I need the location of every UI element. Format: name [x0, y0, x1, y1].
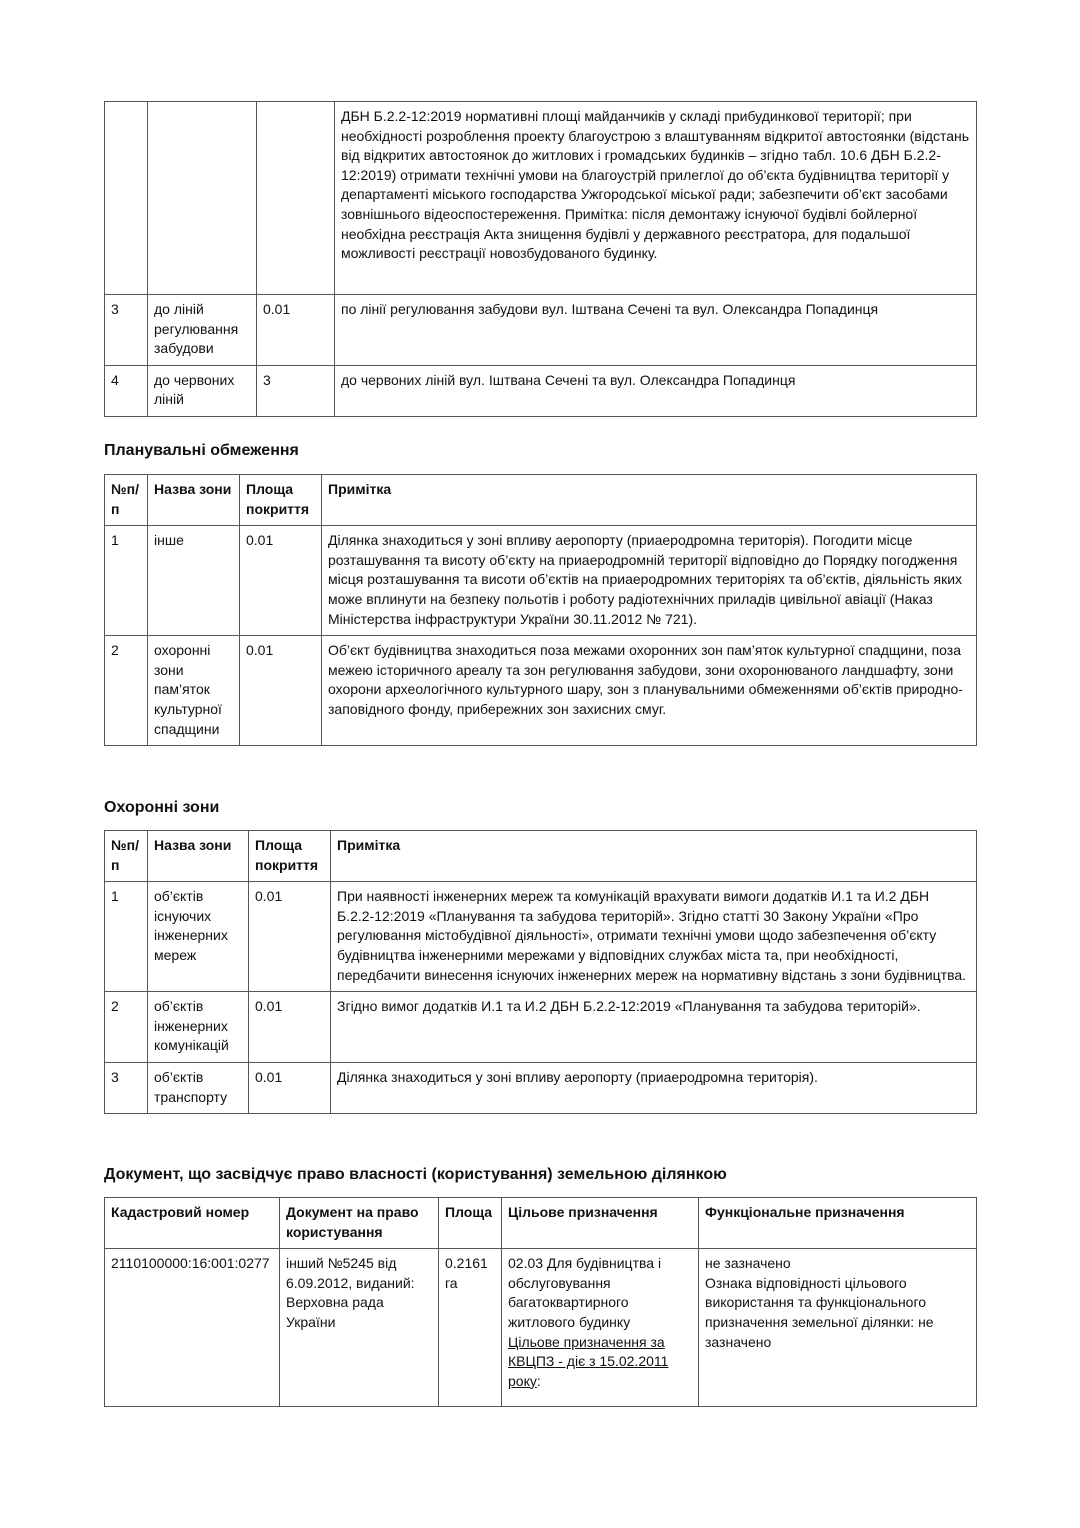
- row-name: до ліній регулювання забудови: [148, 295, 257, 366]
- col-header-number: №п/п: [105, 831, 148, 882]
- table-row: [105, 1249, 977, 1407]
- row-name: [148, 102, 257, 295]
- row-area: 0.01: [249, 882, 331, 992]
- row-area: 0.01: [240, 526, 322, 636]
- table-row: [105, 295, 977, 366]
- row-number: 2: [105, 992, 148, 1063]
- row-note: Згідно вимог додатків И.1 та И.2 ДБН Б.2.2-12:2019 «Планування та забудова територій».: [331, 992, 977, 1063]
- protection-table: [104, 830, 977, 1114]
- col-header-cadastral: Кадастровий номер: [105, 1198, 280, 1249]
- row-number: 3: [105, 295, 148, 366]
- row-zone: охоронні зони пам’яток культурної спадщини: [148, 636, 240, 746]
- protection-heading: Охоронні зони: [104, 799, 220, 816]
- row-value: [257, 102, 335, 295]
- table-row: [105, 992, 977, 1063]
- col-header-area: Площа: [439, 1198, 502, 1249]
- row-area: 0.01: [249, 1062, 331, 1113]
- row-note: до червоних ліній вул. Іштвана Сечені та вул. Олександра Попадинця: [335, 365, 977, 416]
- functional-purpose: не зазначено Ознака відповідності цільового використання та функціонального призначення земельної ділянки: не зазначено: [699, 1249, 977, 1407]
- ownership-document: інший №5245 від 6.09.2012, виданий: Верховна рада України: [280, 1249, 439, 1407]
- ownership-heading: Документ, що засвідчує право власності (користування) земельною ділянкою: [104, 1166, 727, 1183]
- table-row: [105, 365, 977, 416]
- table-row: [105, 1062, 977, 1113]
- col-header-zone: Назва зони: [148, 831, 249, 882]
- purpose-cell: [502, 1249, 699, 1407]
- row-zone: інше: [148, 526, 240, 636]
- table-header-row: [105, 1198, 977, 1249]
- row-name: до червоних ліній: [148, 365, 257, 416]
- col-header-note: Примітка: [331, 831, 977, 882]
- row-number: 1: [105, 526, 148, 636]
- row-zone: об’єктів інженерних комунікацій: [148, 992, 249, 1063]
- table-row: [105, 636, 977, 746]
- purpose-suffix: :: [536, 1372, 541, 1389]
- purpose-kvcpz-link[interactable]: Цільове призначення за КВЦПЗ - діє з 15.02.2011 року: [508, 1333, 669, 1389]
- row-note: Ділянка знаходиться у зоні впливу аеропорту (приаеродромна територія). Погодити місце розташування та висоту об’єкту на приаеродромній території відповідно до Порядку погодження місця розташування та висоти об’єктів на приаеродромних територіях та об’єктів, діяльність яких може вплинути на безпеку польотів і роботу радіотехнічних приладів цивільної авіації (Наказ Міністерства інфраструктури України 30.11.2012 № 721).: [322, 526, 977, 636]
- table-row: [105, 526, 977, 636]
- table-header-row: [105, 475, 977, 526]
- col-header-area: Площа покриття: [240, 475, 322, 526]
- row-area: 0.01: [240, 636, 322, 746]
- row-number: 2: [105, 636, 148, 746]
- row-number: [105, 102, 148, 295]
- purpose-text: 02.03 Для будівництва і обслуговування багатоквартирного житлового будинку: [508, 1255, 662, 1330]
- col-header-purpose: Цільове призначення: [502, 1198, 699, 1249]
- row-note: Об’єкт будівництва знаходиться поза межами охоронних зон пам’яток культурної спадщини, поза межею історичного ареалу та зон регулювання забудови, зони охоронюваного ландшафту, зони охорони археологічного культурного шару, зон з планувальними обмеженнями об’єктів природно-заповідного фонду, прибережних зон захисних смуг.: [322, 636, 977, 746]
- row-zone: об’єктів транспорту: [148, 1062, 249, 1113]
- col-header-document: Документ на право користування: [280, 1198, 439, 1249]
- table-header-row: [105, 831, 977, 882]
- col-header-number: №п/п: [105, 475, 148, 526]
- cadastral-number: 2110100000:16:001:0277: [105, 1249, 280, 1407]
- row-number: 3: [105, 1062, 148, 1113]
- col-header-zone: Назва зони: [148, 475, 240, 526]
- row-number: 1: [105, 882, 148, 992]
- row-note: При наявності інженерних мереж та комунікацій врахувати вимоги додатків И.1 та И.2 ДБН Б.2.2-12:2019 «Планування та забудова територій». Згідно статті 30 Закону України «Про регулювання містобудівної діяльності», отримати технічні умови щодо забезпечення об’єкту будівництва інженерними мережами у відповідних службах міста та, при необхідності, передбачити винесення існуючих інженерних мереж на нормативну відстань з зони будівництва.: [331, 882, 977, 992]
- row-note: Ділянка знаходиться у зоні впливу аеропорту (приаеродромна територія).: [331, 1062, 977, 1113]
- row-value: 3: [257, 365, 335, 416]
- col-header-note: Примітка: [322, 475, 977, 526]
- row-zone: об’єктів існуючих інженерних мереж: [148, 882, 249, 992]
- plot-area: 0.2161 га: [439, 1249, 502, 1407]
- planning-table: [104, 474, 977, 746]
- row-note: ДБН Б.2.2-12:2019 нормативні площі майданчиків у складі прибудинкової території; при необхідності розроблення проекту благоустрою з влаштуванням відкритої автостоянки (відстань від відкритих автостоянок до житлових і громадських будинків – згідно табл. 10.6 ДБН Б.2.2-12:2019) отримати технічні умови на благоустрій прилеглої до об’єкта будівництва території у департаменті міського господарства Ужгородської міської ради; забезпечити об’єкт засобами зовнішнього відеоспостереження. Примітка: після демонтажу існуючої будівлі бойлерної необхідна реєстрація Акта знищення будівлі у державного реєстратора, для подальшої можливості реєстрації новозбудованого будинку.: [335, 102, 977, 295]
- table-row: [105, 882, 977, 992]
- row-number: 4: [105, 365, 148, 416]
- col-header-area: Площа покриття: [249, 831, 331, 882]
- col-header-functional: Функціональне призначення: [699, 1198, 977, 1249]
- table-row: [105, 102, 977, 295]
- row-area: 0.01: [249, 992, 331, 1063]
- planning-heading: Планувальні обмеження: [104, 442, 299, 459]
- row-note: по лінії регулювання забудови вул. Іштвана Сечені та вул. Олександра Попадинця: [335, 295, 977, 366]
- building-params-table: [104, 101, 977, 417]
- ownership-table: [104, 1197, 977, 1407]
- row-value: 0.01: [257, 295, 335, 366]
